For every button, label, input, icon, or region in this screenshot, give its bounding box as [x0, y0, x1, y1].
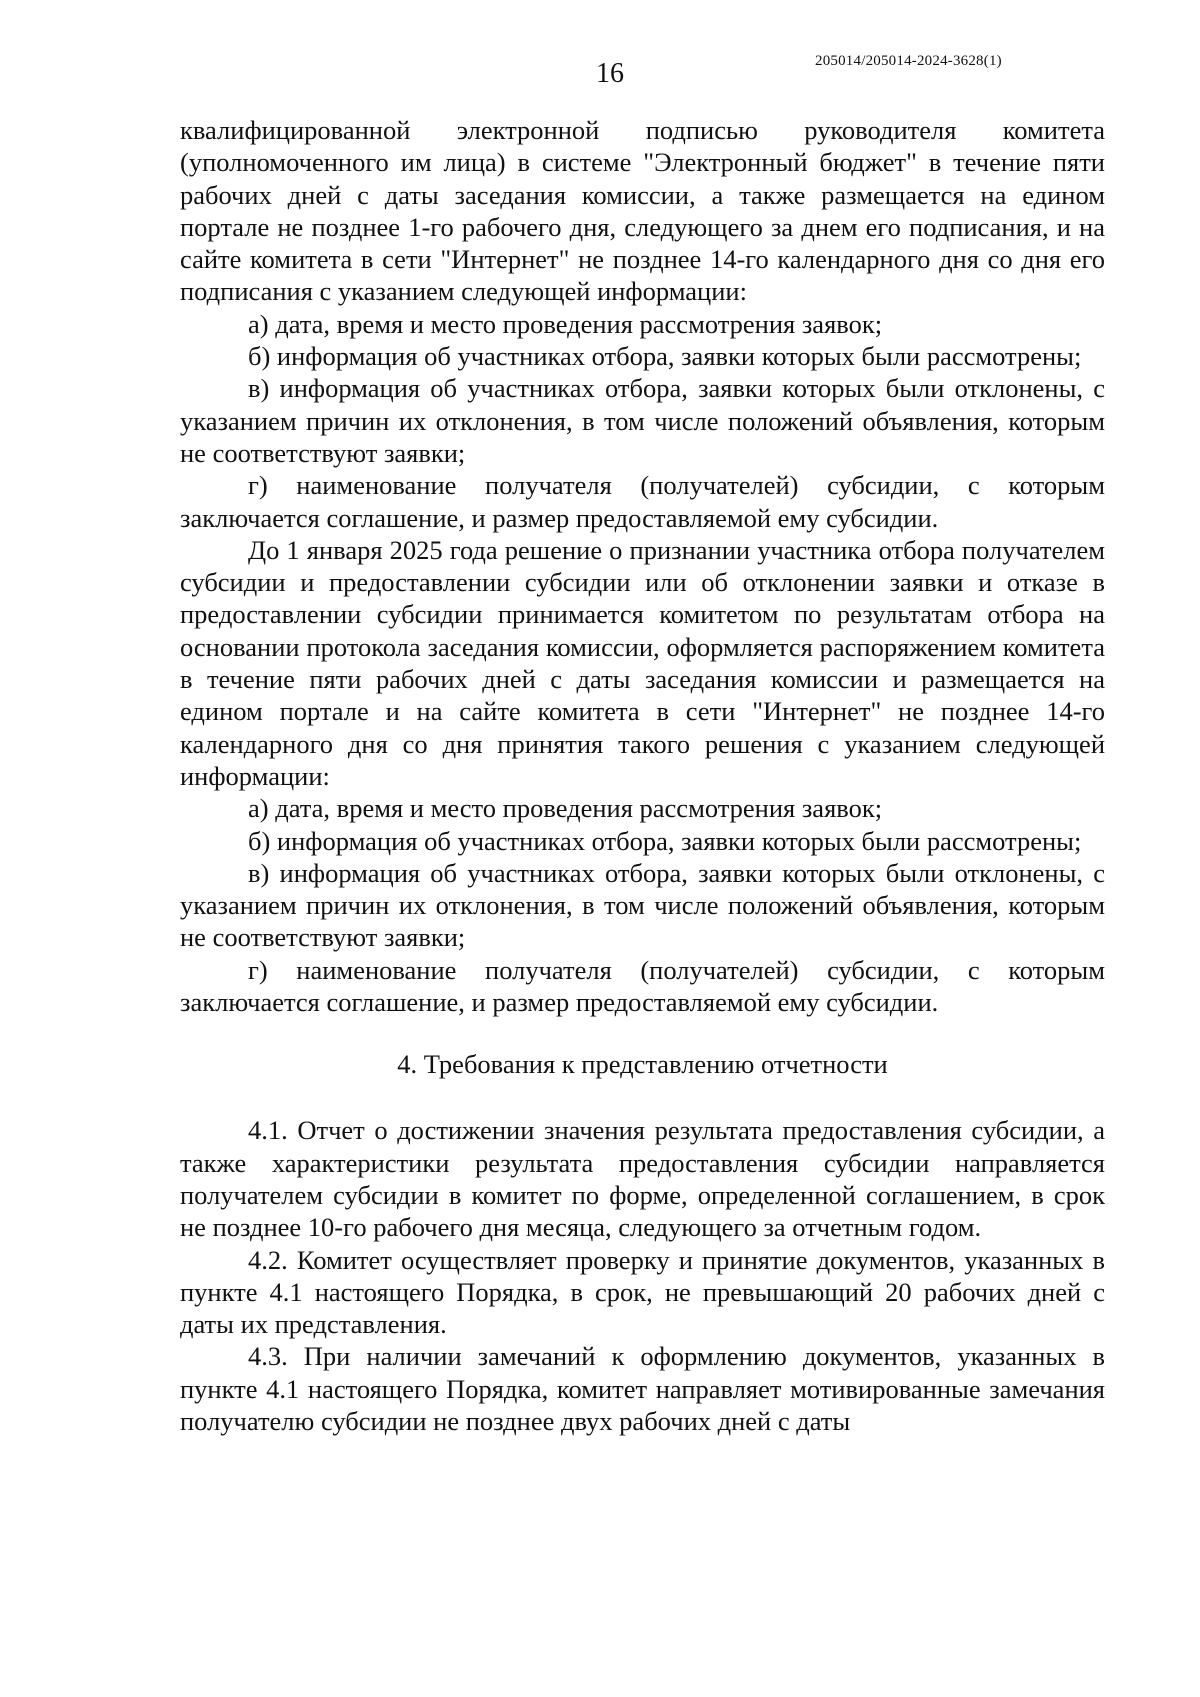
- section-heading: 4. Требования к представлению отчетности: [397, 1049, 888, 1080]
- document-body: [180, 114, 1105, 1437]
- clause-4-1: 4.1. Отчет о достижении значения результата предоставления субсидии, а также характеристики результата предоставления субсидии направляется получателем субсидии в комитет по форме, определенной соглашением, в срок не позднее 10-го рабочего дня месяца, следующего за отчетным годом.: [180, 1115, 1105, 1243]
- list-item-v: в) информация об участниках отбора, заявки которых были отклонены, с указанием причин их отклонения, в том числе положений объявления, которым не соответствуют заявки;: [180, 857, 1105, 953]
- list-item-b: б) информация об участниках отбора, заявки которых были рассмотрены;: [248, 341, 1082, 372]
- page-number: 16: [596, 58, 624, 89]
- list-item-a: а) дата, время и место проведения рассмотрения заявок;: [248, 793, 883, 824]
- list-item-b: б) информация об участниках отбора, заявки которых были рассмотрены;: [248, 825, 1082, 856]
- paragraph-decision: До 1 января 2025 года решение о признании участника отбора получателем субсидии и предоставлении субсидии или об отклонении заявки и отказе в предоставлении субсидии принимается комитетом по результатам отбора на основании протокола заседания комиссии, оформляется распоряжением комитета в течение пяти рабочих дней с даты заседания комиссии и размещается на едином портале и на сайте комитета в сети "Интернет" не позднее 14-го календарного дня со дня принятия такого решения с указанием следующей информации:: [180, 534, 1105, 791]
- list-item-a: а) дата, время и место проведения рассмотрения заявок;: [248, 308, 883, 339]
- list-item-g: г) наименование получателя (получателей) субсидии, с которым заключается соглашение, и размер предоставляемой ему субсидии.: [180, 954, 1105, 1018]
- clause-4-2: 4.2. Комитет осуществляет проверку и принятие документов, указанных в пункте 4.1 настоящего Порядка, в срок, не превышающий 20 рабочих дней с даты их представления.: [180, 1244, 1105, 1340]
- clause-4-3: 4.3. При наличии замечаний к оформлению документов, указанных в пункте 4.1 настоящего Порядка, комитет направляет мотивированные замечания получателю субсидии не позднее двух рабочих дней с даты: [180, 1341, 1105, 1436]
- paragraph-continuation: квалифицированной электронной подписью руководителя комитета (уполномоченного им лица) в системе "Электронный бюджет" в течение пяти рабочих дней с даты заседания комиссии, а также размещается на едином портале не позднее 1-го рабочего дня, следующего за днем его подписания, и на сайте комитета в сети "Интернет" не позднее 14-го календарного дня со дня его подписания с указанием следующей информации:: [180, 115, 1105, 307]
- list-item-g: г) наименование получателя (получателей) субсидии, с которым заключается соглашение, и размер предоставляемой ему субсидии.: [180, 470, 1105, 533]
- document-code: 205014/205014-2024-3628(1): [815, 53, 1002, 69]
- list-item-v: в) информация об участниках отбора, заявки которых были отклонены, с указанием причин их отклонения, в том числе положений объявления, которым не соответствуют заявки;: [180, 373, 1105, 468]
